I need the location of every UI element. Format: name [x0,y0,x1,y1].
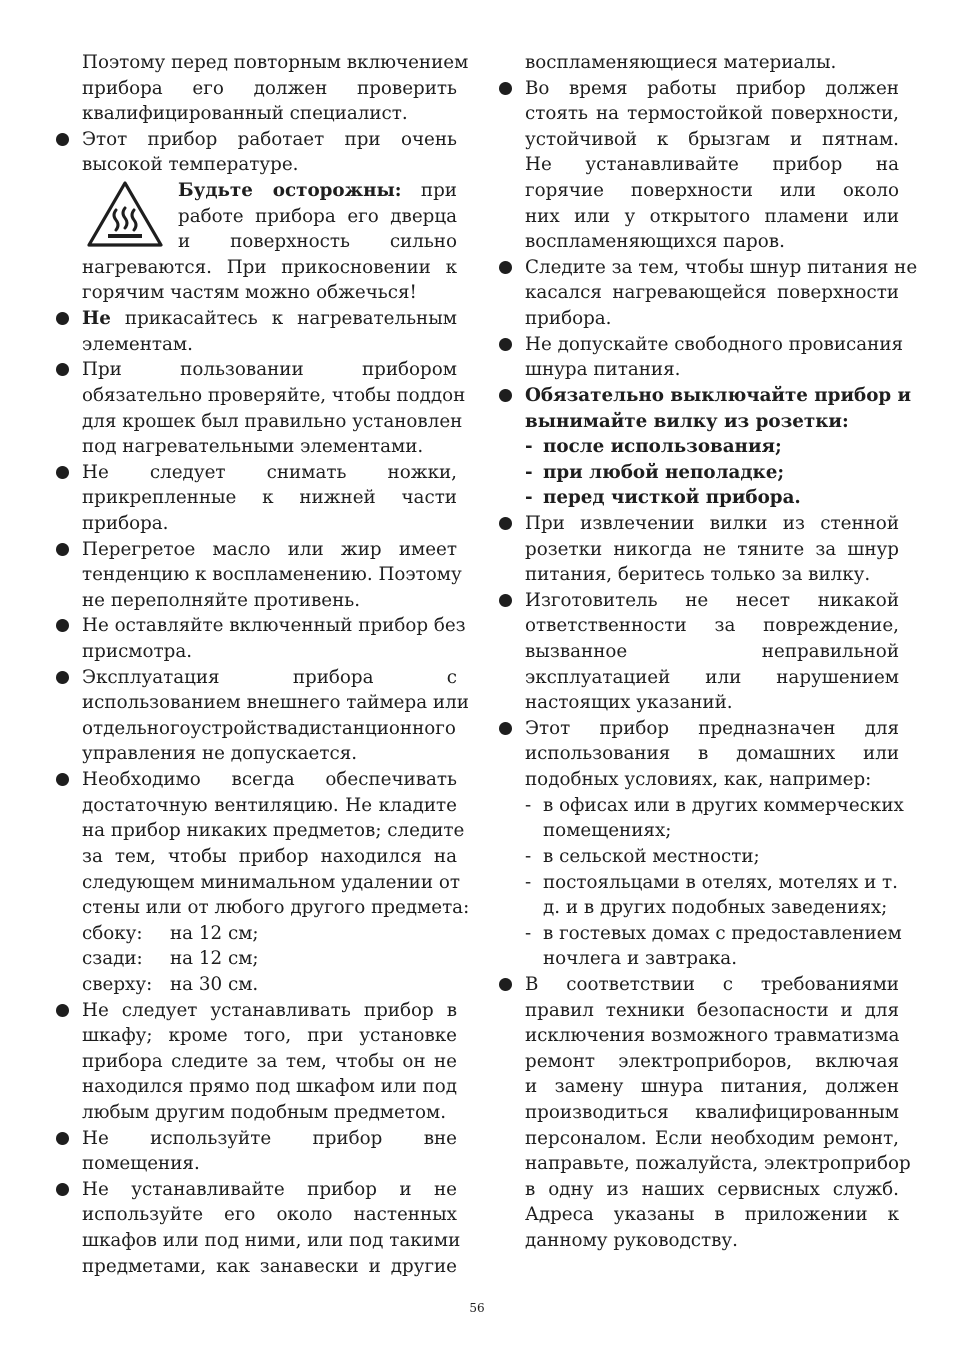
text-line: прибора его должен проверить [82,77,457,99]
text-line: тенденцию к воспламенению. Поэтому [82,564,462,586]
text-line: прибора следите за тем, чтобы он не [82,1050,457,1072]
list-item [525,76,899,255]
dash-icon: - [525,487,533,509]
text-line: вызванное неправильной [525,641,899,663]
list-item [82,998,457,1126]
bullet-icon [499,338,512,351]
text-line: настоящих указаний. [525,692,733,714]
text-line: и замену шнура питания, должен [525,1076,899,1098]
text-line: данному руководству. [525,1230,738,1252]
text-line: исключения возможного травматизма [525,1025,900,1047]
text-line: устойчивой к брызгам и пятнам. [525,128,899,150]
text-line: для крошек был правильно установлен [82,410,463,432]
text-line: нагреваются. При прикосновении к [82,256,457,278]
list-item [82,1126,457,1177]
warning-lead: Будьте осторожны: [178,180,402,202]
text-line: Изготовитель не несет никакой [525,588,899,614]
sub-item-continuation: помещениях; [543,820,672,842]
text-line: Перегретое масло или жир имеет [82,537,457,563]
continuation-paragraph [82,50,469,127]
list-item [82,306,457,357]
list-item [82,127,457,178]
text-line: ответственности за повреждение, [525,615,899,637]
sub-item: - в гостевых домах с предоставлением [525,921,899,947]
list-item [82,613,466,664]
text-line: не переполняйте противень. [82,589,361,611]
text-line: за тем, чтобы прибор находился на [82,845,457,867]
bullet-icon [499,517,512,530]
text-line: Не используйте прибор вне [82,1126,457,1152]
text-line: персоналом. Если необходим ремонт, [525,1127,899,1149]
text-line: находился прямо под шкафом или под [82,1076,457,1098]
distance-row: сверху: на 30 см. [82,973,259,995]
text-line: Адреса указаны в приложении к [525,1204,899,1226]
sub-item-continuation: ночлега и завтрака. [543,948,738,970]
text-line: помещения. [82,1153,200,1175]
text-line: шкафу; кроме того, при установке [82,1025,457,1047]
text-line: горячим частям можно обжечься! [82,282,417,304]
text-line: них или у открытого пламени или [525,205,899,227]
text-line: в одну из наших сервисных служб. [525,1178,899,1200]
text-line: шкафов или под ними, или под такими [82,1230,461,1252]
dash-icon: - [525,922,532,944]
text-line: любым другим подобным предметом. [82,1101,447,1123]
text-line: работе прибора его дверца [178,205,457,227]
bullet-icon [56,543,69,556]
text-line: эксплуатацией или нарушением [525,666,899,688]
text-line: Будьте осторожны: при [178,180,457,202]
bullet-icon [499,82,512,95]
bullet-icon [56,773,69,786]
text-line: направьте, пожалуйста, электроприбор [525,1153,911,1175]
text-line: Этот прибор работает при очень [82,127,457,153]
list-item [82,537,462,614]
right-column [525,50,918,1254]
text-line: следующем минимальном удалении от [82,871,460,893]
text-line: стены или от любого другого предмета: [82,897,470,919]
sub-item: - после использования; [525,434,899,460]
list-item [82,665,469,767]
bullet-icon [499,389,512,402]
text-line: обязательно проверяйте, чтобы поддон [82,384,466,406]
dash-icon: - [525,794,532,816]
text-line: правил техники безопасности и для [525,999,899,1021]
text-line: розетки никогда не тяните за шнур [525,538,899,560]
text-line: Эксплуатация прибора с [82,665,457,691]
text-line: прибора. [82,512,169,534]
sub-item-continuation: д. и в других подобных заведениях; [543,897,888,919]
sub-item: - перед чисткой прибора. [525,485,899,511]
bullet-icon [56,619,69,632]
list-item [525,716,904,972]
text-line: Не прикасайтесь к нагревательным [82,306,457,332]
list-item [525,383,912,511]
text-line: вынимайте вилку из розетки: [525,410,849,432]
text-line: использованием внешнего таймера или [82,692,469,714]
list-item [525,332,904,383]
distance-row: сбоку: на 12 см; [82,922,259,944]
text-line: Не следует устанавливать прибор в [82,998,457,1024]
text-line: Не устанавливайте прибор на [525,154,899,176]
list-item [82,767,470,997]
text-line: Необходимо всегда обеспечивать [82,767,457,793]
text-line: воспламеняющиеся материалы. [525,52,837,73]
text-line: В соответствии с требованиями [525,972,899,998]
text-line: отдельногоустройствадистанционного [82,717,456,739]
text-line: и поверхность сильно [178,231,457,253]
hot-surface-warning-icon [86,180,164,248]
text-line: воспламеняющихся паров. [525,231,785,253]
text-line: Не допускайте свободного провисания [525,332,899,358]
list-item [525,511,899,588]
text-line: используйте его около настенных [82,1204,457,1226]
dash-icon: - [525,461,533,483]
text-line: предметами, как занавески и другие [82,1255,457,1277]
bullet-icon [56,466,69,479]
text-line: подобных условиях, как, например: [525,769,872,791]
text-line: использования в домашних или [525,743,899,765]
text-line: Не оставляйте включенный прибор без [82,613,457,639]
sub-item: - в сельской местности; [525,844,899,870]
sub-item: - при любой неполадке; [525,460,899,486]
list-item [525,972,911,1254]
bullet-icon [499,978,512,991]
continuation-paragraph [525,50,899,76]
sub-item: - в офисах или в других коммерческих [525,793,899,819]
text-line: производиться квалифицированным [525,1101,899,1123]
text-line: достаточную вентиляцию. Не кладите [82,794,457,816]
text-line: горячие поверхности или около [525,180,899,202]
sub-item: - постояльцами в отелях, мотелях и т. [525,870,899,896]
distance-row: сзади: на 12 см; [82,948,259,970]
text-line: присмотра. [82,641,193,663]
text-line: элементам. [82,333,193,355]
page-number: 56 [469,1301,485,1315]
bullet-icon [56,1132,69,1145]
text-line: прикрепленные к нижней части [82,487,457,509]
text-line: шнура питания. [525,359,681,381]
text-line: При извлечении вилки из стенной [525,511,899,537]
list-item [82,357,466,459]
text-line: При пользовании прибором [82,357,457,383]
text-line: Следите за тем, чтобы шнур питания не [525,255,899,281]
bullet-icon [56,671,69,684]
text-line: питания, беритесь только за вилку. [525,564,871,586]
text-line: высокой температуре. [82,154,299,176]
text-line: квалифицированный специалист. [82,103,408,125]
list-item [82,460,457,537]
dash-icon: - [525,845,532,867]
text-line: Обязательно выключайте прибор и [525,383,899,409]
bullet-icon [56,312,69,325]
text-line: прибора. [525,308,612,330]
bullet-icon [56,133,69,146]
dash-icon: - [525,436,533,458]
text-line: стоять на термостойкой поверхности, [525,103,899,125]
bullet-icon [56,1183,69,1196]
text-line: Поэтому перед повторным включением [82,52,469,73]
text-line: под нагревательными элементами. [82,436,424,458]
bullet-icon [56,363,69,376]
list-item [525,255,918,332]
text-line: ремонт электроприборов, включая [525,1050,899,1072]
text-line: Не следует снимать ножки, [82,460,457,486]
text-line: Этот прибор предназначен для [525,716,899,742]
bullet-icon [499,261,512,274]
bullet-icon [56,1004,69,1017]
text-line: Во время работы прибор должен [525,76,899,102]
text-line: управления не допускается. [82,743,358,765]
list-item [525,588,899,716]
list-item [82,1177,461,1279]
dash-icon: - [525,871,532,893]
text-line: касался нагревающейся поверхности [525,282,899,304]
bullet-icon [499,722,512,735]
bullet-icon [499,594,512,607]
text-line: на прибор никаких предметов; следите [82,820,465,842]
text-line: Не устанавливайте прибор и не [82,1177,457,1203]
